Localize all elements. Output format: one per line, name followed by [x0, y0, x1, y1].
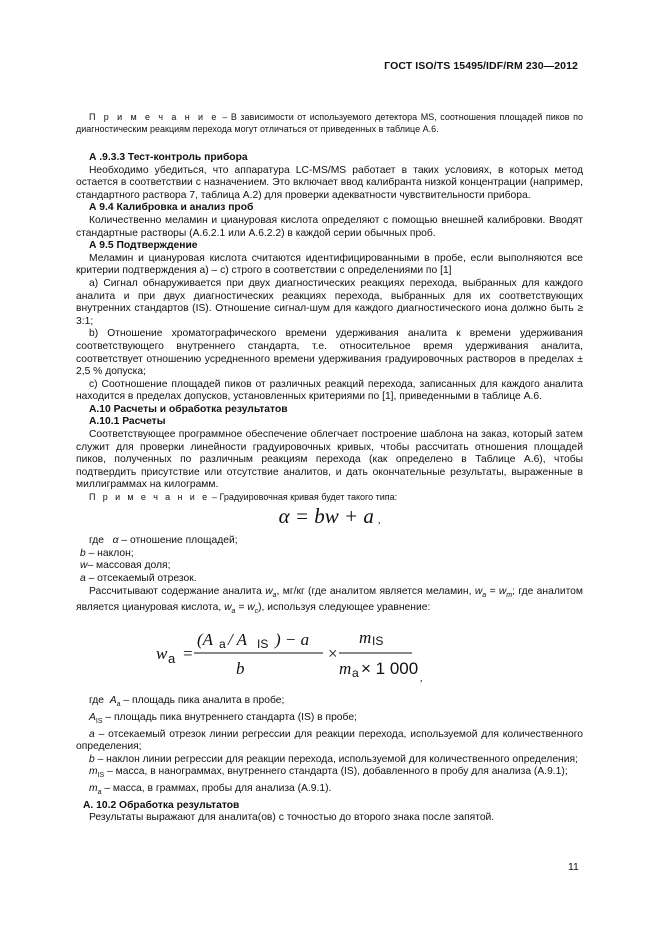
where-item: [76, 535, 583, 548]
where-symbol: m: [89, 766, 98, 778]
formula-den2-rest: × 1 000: [361, 658, 419, 678]
note-1-label: П р и м е ч а н и е: [89, 112, 219, 122]
formula-num-is-sub: IS: [257, 636, 269, 651]
formula-lhs-sub: a: [168, 650, 176, 666]
where-desc: – наклон линии регрессии для реакции перехода, используемой для количественного определения;: [94, 753, 578, 765]
where-symbol: A: [89, 712, 96, 724]
where-item: [76, 754, 583, 767]
section-9-3-3-heading: А .9.3.3 Тест-контроль прибора: [89, 152, 248, 163]
section-9-5-heading: А 9.5 Подтверждение: [89, 240, 198, 252]
formula-num-slash: / A: [228, 629, 248, 649]
where-item: [76, 766, 583, 783]
calc-part: ), используя следующее уравнение:: [258, 602, 431, 614]
where-item: [76, 783, 583, 800]
criterion-c: с) Соотношение площадей пиков от различных реакций перехода, записанных для каждого аналита находится в пределах допусков, установленных критериями по [1], приведенными в таблице А.6.: [76, 378, 583, 403]
calc-part: , мг/кг (где аналитом является меламин,: [276, 585, 475, 597]
w-a-symbol: $w_a$: [265, 585, 277, 599]
where-label: где: [89, 535, 105, 547]
formula-eq: =: [183, 643, 193, 663]
formula-lhs: w: [156, 643, 168, 663]
formula-num-a-sub: a: [219, 636, 226, 651]
where-item: [76, 729, 583, 754]
content-formula-svg: [76, 621, 583, 685]
note-1-text: – В зависимости от используемого детектора MS, соотношения площадей пиков по диагностическим реакциям перехода могут отличаться от приведенных в таблице А.6.: [76, 112, 583, 134]
where-desc: – площадь пика аналита в пробе;: [120, 695, 285, 707]
calc-part: Рассчитывают содержание аналита: [89, 585, 266, 597]
where-symbol-sub: a: [97, 789, 102, 797]
w-a-equals-w-m: $w_a = w_m$: [474, 585, 513, 599]
where-list-2: [76, 695, 583, 799]
section-10-2-heading: А. 10.2 Обработка результатов: [83, 799, 240, 811]
section-10-2-text: Результаты выражают для аналита(ов) с точностью до второго знака после запятой.: [89, 812, 495, 824]
where-desc: – масса, в нанограммах, внутреннего стандарта (IS), добавленного в пробу для анализа (А.9.1);: [104, 766, 568, 778]
where-symbol-sub: IS: [95, 718, 103, 726]
note-2-text: – Градуировочная кривая будет такого типа:: [209, 492, 398, 503]
calculation-text: [76, 586, 583, 619]
section-9-3-3-text: Необходимо убедиться, что аппаратура LC-MS/MS работает в таких условиях, в которых метод остается в соответствии с назначением. Это включает ввод калибранта низкой концентрации (например, стандартного раствора 7, таблица А.2) для проверки адекватности чувствительности прибора.: [76, 164, 583, 201]
where-desc: – отсекаемый отрезок линии регрессии для реакции перехода, используемой для количественного определения;: [76, 728, 583, 753]
calibration-formula: [76, 503, 583, 528]
section-9-4-text: Количественно меламин и циануровая кислота определяют с помощью внешней калибровки. Вводят стандартные растворы (А.6.2.1 или А.6.2.2) в каждой серии обычных проб.: [76, 214, 583, 239]
where-list-1: [76, 535, 583, 585]
content-formula: [76, 621, 583, 690]
where-symbol: b: [80, 547, 86, 559]
where-item: [76, 712, 583, 729]
formula-num-right: ) − a: [275, 629, 310, 649]
calc-part: ; где аналитом является циануровая кислота,: [76, 585, 583, 614]
document-header: ГОСТ ISO/TS 15495/IDF/RM 230—2012: [384, 60, 578, 72]
where-desc: – отношение площадей;: [118, 535, 238, 547]
where-item: [76, 695, 583, 712]
section-10-heading: А.10 Расчеты и обработка результатов: [89, 403, 288, 415]
note-2-label: П р и м е ч а н и е: [89, 492, 210, 503]
where-desc: – площадь пика внутреннего стандарта (IS) в пробе;: [102, 712, 357, 724]
formula-num2-sub: IS: [372, 633, 384, 648]
criterion-b: b) Отношение хроматографического времени удерживания аналита к времени удерживания соответствующего внутреннего стандарта, т.е. относительное время удерживания аналита, соответствует отношению усредненного времени удерживания градуировочных растворов в пределах ± 2,5 % допуска;: [76, 328, 583, 378]
note-2: [76, 492, 583, 504]
formula-times: ×: [328, 643, 338, 663]
section-10-1-heading: А.10.1 Расчеты: [89, 416, 166, 428]
where-symbol-sub: a: [116, 701, 121, 709]
where-symbol: α: [112, 535, 119, 547]
formula-2-comma: ,: [420, 672, 423, 684]
section-10-1-text: Соответствующее программное обеспечение облегчает построение шаблона на заказ, который затем служит для проверки линейности градуировочных кривых, чтобы рассчитать отношения площадей пиков, полученных по различным реакциям перехода (как определено в Таблице А.6), чтобы подтвердить присутствие или отсутствие аналитов, и дать окончательные результаты, выраженные в миллиграммах на килограмм.: [76, 429, 583, 491]
note-1: [76, 112, 583, 135]
w-a-equals-w-c: $w_a = w_c$: [224, 602, 259, 616]
where-desc: – отсекаемый отрезок.: [85, 572, 197, 584]
calibration-formula-text: α = bw + a: [278, 503, 374, 528]
formula-den-left: b: [236, 658, 245, 678]
where-item: [76, 560, 583, 573]
formula-num-left: (A: [197, 629, 214, 649]
page-number: 11: [568, 861, 579, 873]
where-desc: – масса, в граммах, пробы для анализа (А.9.1).: [101, 783, 332, 795]
where-desc: – наклон;: [85, 547, 134, 559]
where-label: где: [89, 695, 105, 707]
where-symbol-sub: IS: [97, 772, 105, 780]
section-9-5-intro: Меламин и циануровая кислота считаются идентифицированными в пробе, если выполняются все критерии подтверждения а) – с) строго в соответствии с определениями по [1]: [76, 252, 583, 277]
formula-den2-sub: a: [352, 665, 359, 680]
formula-den2: m: [339, 658, 352, 678]
criterion-a: а) Сигнал обнаруживается при двух диагностических реакциях перехода, выбранных для каждого аналита и при двух диагностических реакциях перехода, выбранных для их соответствующих внутренних стандартов (IS). Отношение сигнал-шум для каждого диагностического иона должно быть ≥ 3:1;: [76, 277, 583, 327]
where-symbol: w: [80, 560, 88, 572]
where-symbol: a: [80, 572, 86, 584]
document-body: [76, 112, 583, 825]
section-9-4-heading: А 9.4 Калибровка и анализ проб: [89, 202, 254, 214]
where-symbol: a: [89, 728, 95, 740]
where-item: [76, 573, 583, 586]
formula-1-comma: ,: [377, 514, 381, 526]
where-desc: – массовая доля;: [87, 560, 171, 572]
where-item: [76, 548, 583, 561]
formula-num2: m: [359, 627, 372, 647]
where-symbol: m: [89, 783, 98, 795]
where-symbol: b: [89, 753, 95, 765]
where-symbol: A: [109, 695, 117, 707]
